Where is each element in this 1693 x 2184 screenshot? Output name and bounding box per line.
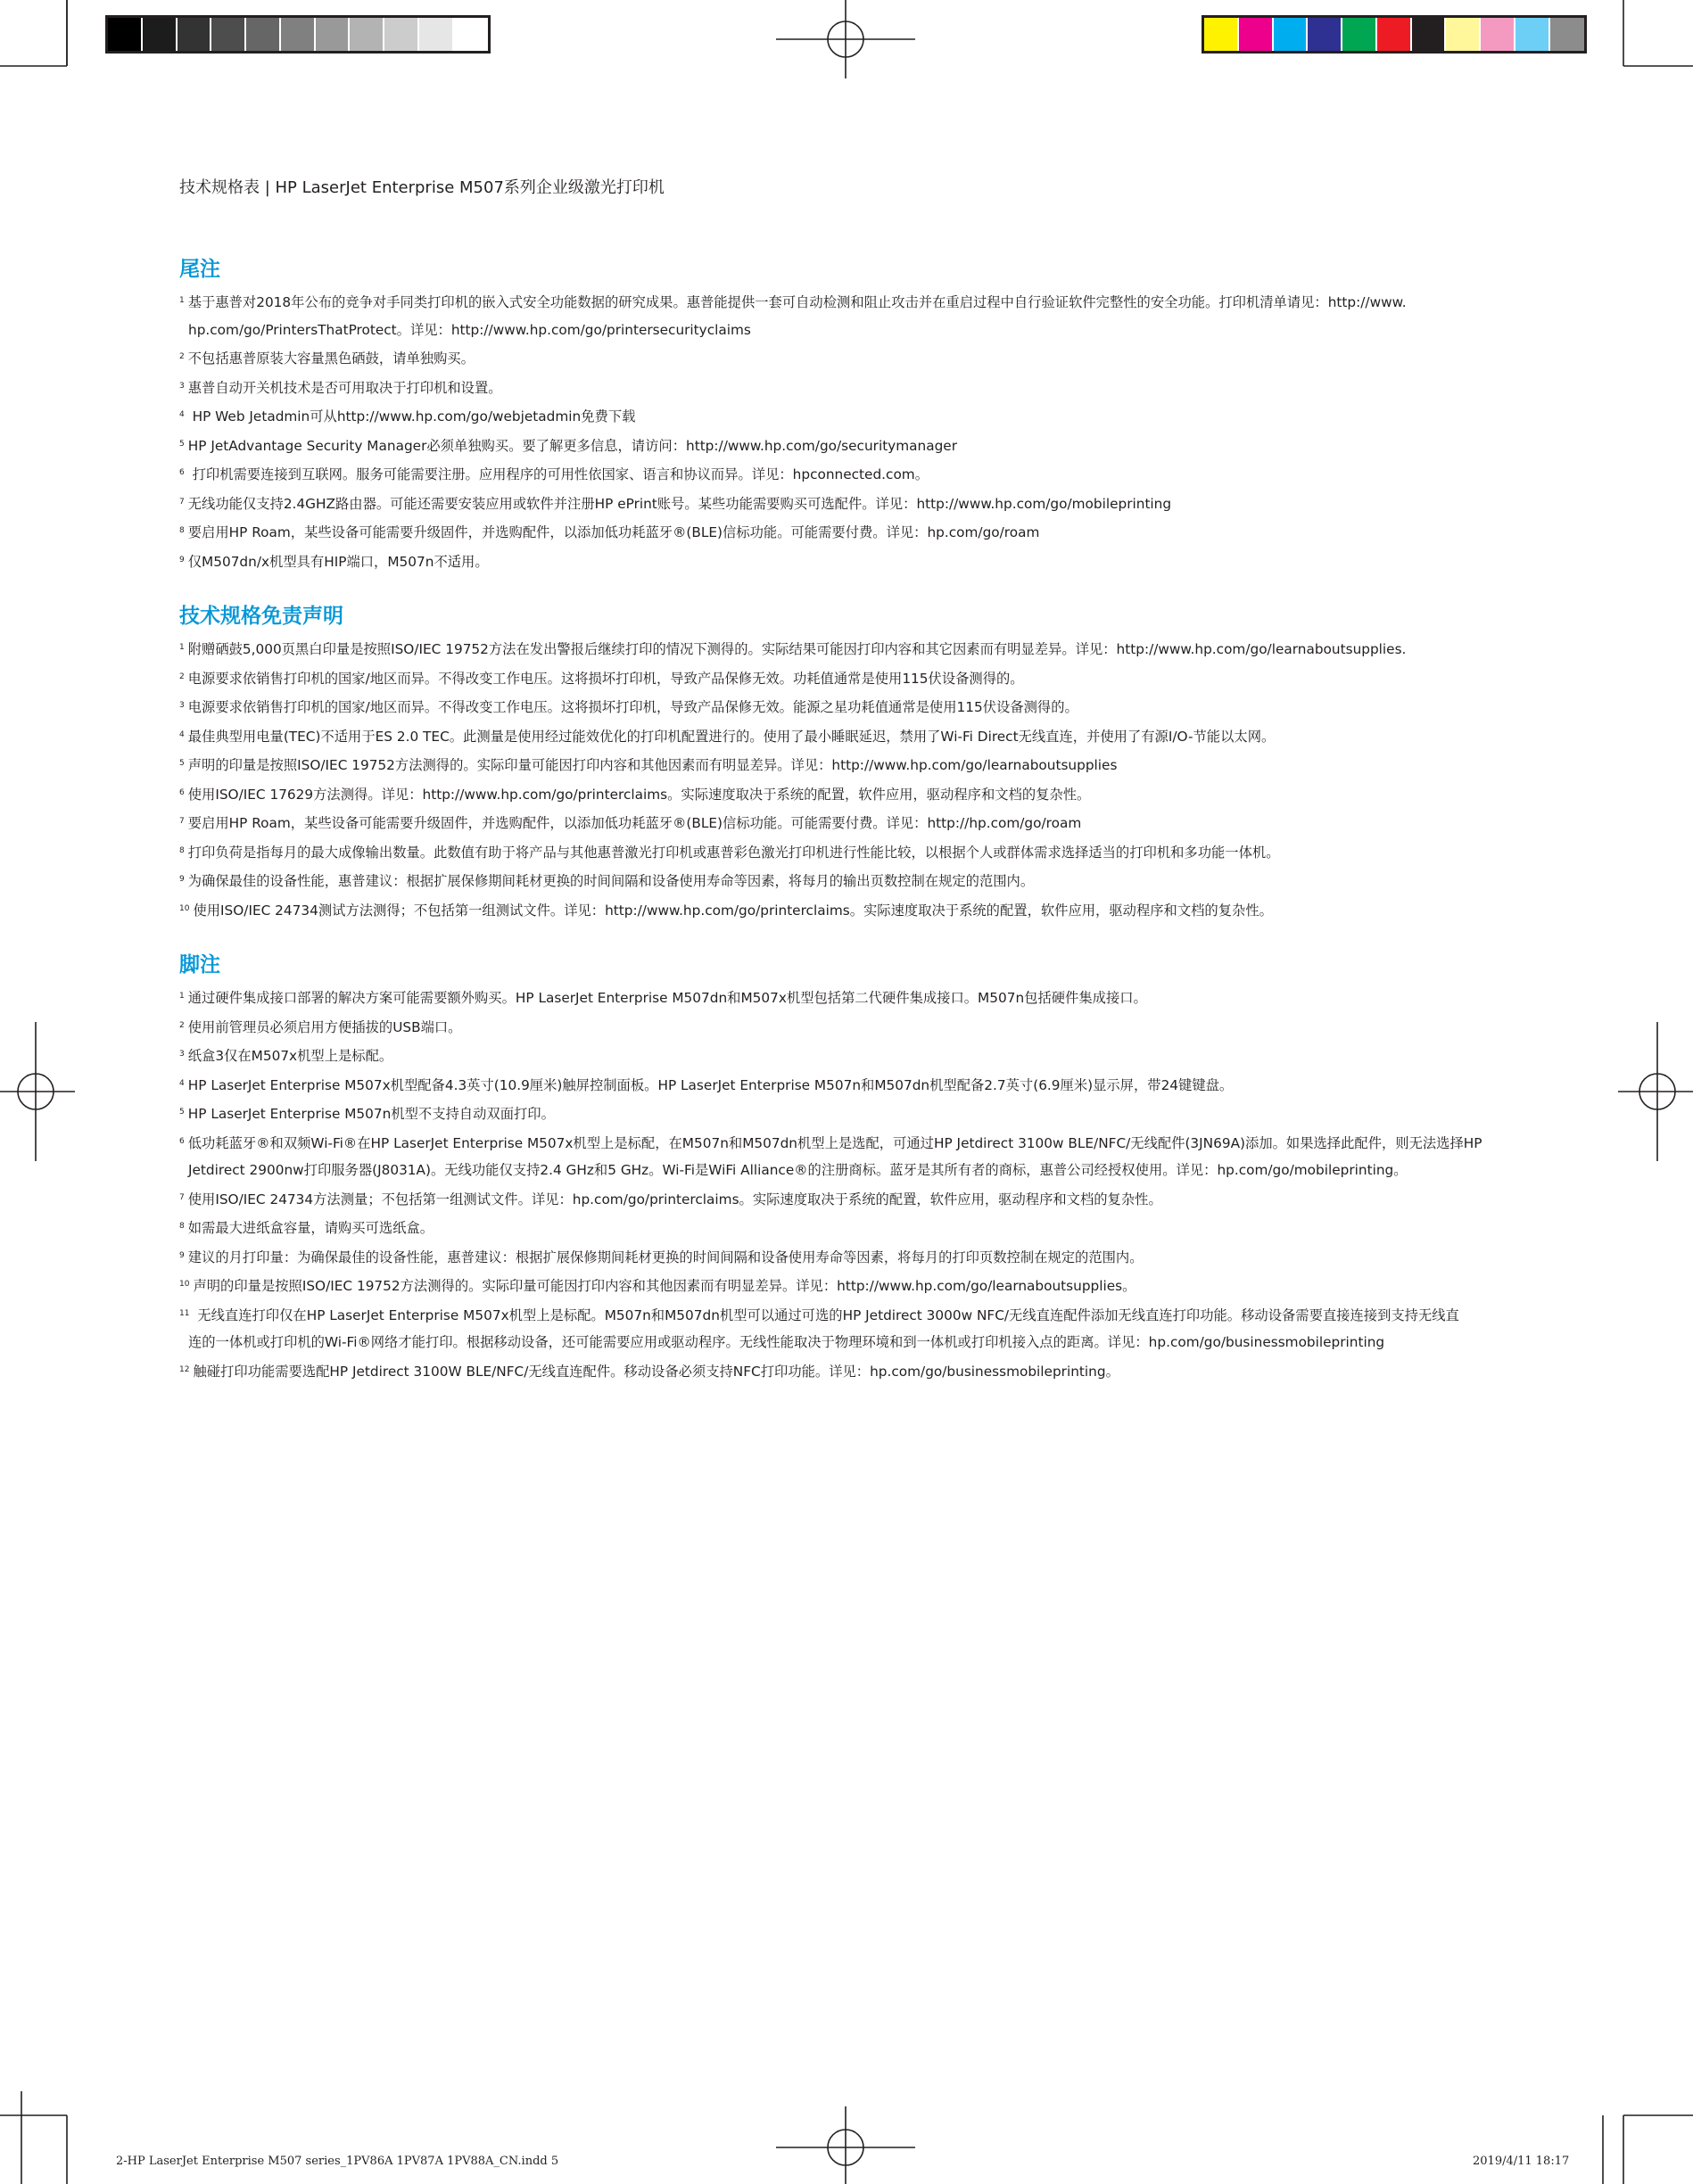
- note-text: 无线功能仅支持2.4GHZ路由器。可能还需要安装应用或软件并注册HP ePrint账号。某些功能需要购买可选配件。详见：http://www.hp.com/go/mobileprinting: [187, 495, 1172, 512]
- note-number: 4: [179, 729, 185, 739]
- note-line: [179, 1184, 1517, 1214]
- note-text: HP LaserJet Enterprise M507n机型不支持自动双面打印。: [187, 1106, 555, 1122]
- note-number: 5: [179, 759, 185, 768]
- note-line: [179, 317, 1517, 344]
- note-line: [179, 808, 1517, 837]
- note-line: [179, 750, 1517, 779]
- note-number: 6: [179, 468, 185, 477]
- note-text: 使用ISO/IEC 17629方法测得。详见：http://www.hp.com/go/printerclaims。实际速度取决于系统的配置，软件应用，驱动程序和文档的复杂性。: [187, 786, 1091, 803]
- color-swatch: [1239, 18, 1274, 51]
- note-line: [179, 489, 1517, 518]
- note-number: 8: [179, 1222, 185, 1231]
- note-line: [179, 1242, 1517, 1272]
- note-number: 7: [179, 497, 185, 507]
- note-line: [179, 1356, 1517, 1386]
- note-text: 要启用HP Roam，某些设备可能需要升级固件，并选购配件，以添加低功耗蓝牙®(BLE)信标功能。可能需要付费。详见：http://hp.com/go/roam: [187, 815, 1082, 831]
- notes-section: [179, 598, 1517, 924]
- note-text: 如需最大进纸盒容量，请购买可选纸盒。: [187, 1220, 434, 1236]
- note-line: [179, 1012, 1517, 1042]
- note-number: 9: [179, 555, 185, 565]
- notes-section: [179, 947, 1517, 1385]
- color-swatch: [1308, 18, 1342, 51]
- notes-content: [179, 251, 1517, 1408]
- note-number: 6: [179, 787, 185, 797]
- note-line: [179, 431, 1517, 460]
- note-text: 打印机需要连接到互联网。服务可能需要注册。应用程序的可用性依国家、语言和协议而异。详见：hpconnected.com。: [187, 466, 929, 482]
- gray-swatch: [316, 18, 351, 51]
- note-line: [179, 1300, 1517, 1330]
- gray-swatch: [211, 18, 246, 51]
- gray-swatch: [143, 18, 178, 51]
- note-text: 使用ISO/IEC 24734方法测量；不包括第一组测试文件。详见：hp.com/go/printerclaims。实际速度取决于系统的配置，软件应用，驱动程序和文档的复杂性。: [187, 1191, 1162, 1207]
- note-number: 1: [179, 992, 185, 1001]
- note-line: [179, 1070, 1517, 1100]
- gray-swatch: [384, 18, 419, 51]
- color-swatch: [1274, 18, 1309, 51]
- note-line: [179, 459, 1517, 489]
- note-line: [179, 779, 1517, 809]
- note-line: [179, 1329, 1517, 1356]
- note-text: 附赠硒鼓5,000页黑白印量是按照ISO/IEC 19752方法在发出警报后继续打印的情况下测得的。实际结果可能因打印内容和其它因素而有明显差异。详见：http://www.hp.com/go/learnaboutsupplies.: [187, 641, 1407, 657]
- note-number: 3: [179, 381, 185, 391]
- note-line: [179, 983, 1517, 1012]
- note-text: 触碰打印功能需要选配HP Jetdirect 3100W BLE/NFC/无线直连配件。移动设备必须支持NFC打印功能。详见：hp.com/go/businessmobileprinting。: [193, 1363, 1119, 1380]
- color-swatch: [1446, 18, 1481, 51]
- note-line: [179, 663, 1517, 693]
- note-line: [179, 1128, 1517, 1158]
- note-text: 基于惠普对2018年公布的竞争对手同类打印机的嵌入式安全功能数据的研究成果。惠普能提供一套可自动检测和阻止攻击并在重启过程中自行验证软件完整性的安全功能。打印机清单请见：http://www.: [187, 294, 1407, 310]
- document-header: 技术规格表 | HP LaserJet Enterprise M507系列企业级激光打印机: [179, 178, 665, 197]
- note-number: 1: [179, 643, 185, 652]
- note-text: 仅M507dn/x机型具有HIP端口，M507n不适用。: [187, 553, 489, 570]
- color-swatch: [1481, 18, 1515, 51]
- note-line: [179, 1157, 1517, 1184]
- note-line: [179, 1099, 1517, 1128]
- note-number: 3: [179, 701, 185, 710]
- note-line: [179, 692, 1517, 721]
- note-text: 打印负荷是指每月的最大成像输出数量。此数值有助于将产品与其他惠普激光打印机或惠普彩色激光打印机进行性能比较，以根据个人或群体需求选择适当的打印机和多功能一体机。: [187, 844, 1280, 861]
- note-text: HP JetAdvantage Security Manager必须单独购买。要了解更多信息，请访问：http://www.hp.com/go/securitymanager: [187, 437, 957, 454]
- gray-swatch: [454, 18, 489, 51]
- note-line: [179, 721, 1517, 751]
- note-text: 电源要求依销售打印机的国家/地区而异。不得改变工作电压。这将损坏打印机，导致产品保修无效。能源之星功耗值通常是使用115伏设备测得的。: [187, 699, 1078, 715]
- note-text: 声明的印量是按照ISO/IEC 19752方法测得的。实际印量可能因打印内容和其他因素而有明显差异。详见：http://www.hp.com/go/learnaboutsupplies。: [193, 1278, 1136, 1294]
- note-number: 8: [179, 845, 185, 855]
- note-line: [179, 373, 1517, 402]
- color-swatch: [1550, 18, 1585, 51]
- note-line: [179, 1213, 1517, 1242]
- note-number: 9: [179, 1250, 185, 1260]
- color-swatch: [1515, 18, 1550, 51]
- note-line: [179, 895, 1517, 925]
- color-swatch-strip: [1202, 15, 1587, 54]
- note-text: 通过硬件集成接口部署的解决方案可能需要额外购买。HP LaserJet Enterprise M507dn和M507x机型包括第二代硬件集成接口。M507n包括硬件集成接口。: [187, 990, 1147, 1006]
- note-number: 8: [179, 526, 185, 535]
- gray-swatch: [419, 18, 454, 51]
- color-swatch: [1342, 18, 1377, 51]
- note-number: 10: [179, 903, 190, 913]
- note-text: HP LaserJet Enterprise M507x机型配备4.3英寸(10.9厘米)触屏控制面板。HP LaserJet Enterprise M507n和M507dn机型配备2.7英寸(6.9厘米)显示屏，带24键键盘。: [187, 1076, 1234, 1093]
- note-text: 不包括惠普原装大容量黑色硒鼓，请单独购买。: [187, 350, 475, 367]
- note-number: 7: [179, 817, 185, 826]
- note-text: 使用前管理员必须启用方便插拔的USB端口。: [187, 1018, 462, 1035]
- note-number: 5: [179, 439, 185, 449]
- gray-swatch: [246, 18, 281, 51]
- note-number: 3: [179, 1050, 185, 1059]
- note-number: 11: [179, 1308, 190, 1318]
- note-text: 使用ISO/IEC 24734测试方法测得；不包括第一组测试文件。详见：http://www.hp.com/go/printerclaims。实际速度取决于系统的配置，软件应用，驱动程序和文档的复杂性。: [193, 902, 1273, 919]
- note-text: hp.com/go/PrintersThatProtect。详见：http://www.hp.com/go/printersecurityclaims: [188, 321, 751, 338]
- note-text: 连的一体机或打印机的Wi-Fi®网络才能打印。根据移动设备，还可能需要应用或驱动程序。无线性能取决于物理环境和到一体机或打印机接入点的距离。详见：hp.com/go/businessmobileprinting: [188, 1334, 1385, 1350]
- note-line: [179, 287, 1517, 317]
- note-text: 电源要求依销售打印机的国家/地区而异。不得改变工作电压。这将损坏打印机，导致产品保修无效。功耗值通常是使用115伏设备测得的。: [187, 670, 1024, 687]
- note-text: HP Web Jetadmin可从http://www.hp.com/go/webjetadmin免费下载: [187, 408, 636, 424]
- color-swatch: [1412, 18, 1447, 51]
- note-number: 5: [179, 1108, 185, 1117]
- note-line: [179, 866, 1517, 895]
- note-line: [179, 343, 1517, 373]
- section-heading: 尾注: [179, 258, 220, 281]
- note-number: 7: [179, 1192, 185, 1202]
- note-line: [179, 547, 1517, 576]
- note-text: 声明的印量是按照ISO/IEC 19752方法测得的。实际印量可能因打印内容和其他因素而有明显差异。详见：http://www.hp.com/go/learnaboutsupplies: [187, 757, 1118, 773]
- note-text: 纸盒3仅在M507x机型上是标配。: [187, 1048, 393, 1064]
- note-number: 2: [179, 352, 185, 361]
- gray-swatch: [108, 18, 143, 51]
- note-number: 2: [179, 1020, 185, 1030]
- note-text: 为确保最佳的设备性能，惠普建议：根据扩展保修期间耗材更换的时间间隔和设备使用寿命等因素，将每月的输出页数控制在规定的范围内。: [187, 873, 1035, 889]
- note-text: 建议的月打印量：为确保最佳的设备性能，惠普建议：根据扩展保修期间耗材更换的时间间隔和设备使用寿命等因素，将每月的打印页数控制在规定的范围内。: [187, 1249, 1144, 1265]
- note-number: 4: [179, 410, 185, 419]
- note-number: 4: [179, 1078, 185, 1088]
- file-slug: 2-HP LaserJet Enterprise M507 series_1PV86A 1PV87A 1PV88A_CN.indd 5: [116, 2155, 559, 2168]
- gray-swatch: [178, 18, 212, 51]
- note-number: 2: [179, 672, 185, 681]
- gray-swatch: [281, 18, 316, 51]
- note-line: [179, 837, 1517, 867]
- note-line: [179, 1041, 1517, 1070]
- note-text: 低功耗蓝牙®和双频Wi-Fi®在HP LaserJet Enterprise M507x机型上是标配，在M507n和M507dn机型上是选配，可通过HP Jetdirect 3100w BLE/NFC/无线配件(3JN69A)添加。如果选择此配件，则无法选择HP: [187, 1134, 1482, 1151]
- grayscale-swatch-strip: [105, 15, 491, 54]
- note-line: [179, 517, 1517, 547]
- note-number: 12: [179, 1364, 190, 1374]
- note-text: 最佳典型用电量(TEC)不适用于ES 2.0 TEC。此测量是使用经过能效优化的打印机配置进行的。使用了最小睡眠延迟，禁用了Wi-Fi Direct无线直连，并使用了有源I/O-节能以太网。: [187, 728, 1276, 745]
- color-swatch: [1204, 18, 1239, 51]
- notes-section: [179, 251, 1517, 575]
- note-text: 无线直连打印仅在HP LaserJet Enterprise M507x机型上是标配。M507n和M507dn机型可以通过可选的HP Jetdirect 3000w NFC/无线直连配件添加无线直连打印功能。移动设备需要直接连接到支持无线直: [193, 1306, 1459, 1323]
- note-line: [179, 1271, 1517, 1300]
- note-text: 惠普自动开关机技术是否可用取决于打印机和设置。: [187, 379, 502, 396]
- section-heading: 技术规格免责声明: [179, 605, 343, 628]
- note-number: 1: [179, 296, 185, 305]
- note-number: 9: [179, 875, 185, 884]
- gray-swatch: [350, 18, 384, 51]
- note-number: 6: [179, 1136, 185, 1146]
- section-heading: 脚注: [179, 953, 220, 977]
- color-swatch: [1377, 18, 1412, 51]
- date-slug: 2019/4/11 18:17: [1473, 2155, 1570, 2168]
- note-text: 要启用HP Roam，某些设备可能需要升级固件，并选购配件，以添加低功耗蓝牙®(BLE)信标功能。可能需要付费。详见：hp.com/go/roam: [187, 524, 1040, 540]
- note-line: [179, 634, 1517, 663]
- note-text: Jetdirect 2900nw打印服务器(J8031A)。无线功能仅支持2.4 GHz和5 GHz。Wi-Fi是WiFi Alliance®的注册商标。蓝牙是其所有者的商标，惠普公司经授权使用。详见：hp.com/go/mobileprinting。: [188, 1162, 1408, 1178]
- note-line: [179, 401, 1517, 431]
- note-number: 10: [179, 1280, 190, 1289]
